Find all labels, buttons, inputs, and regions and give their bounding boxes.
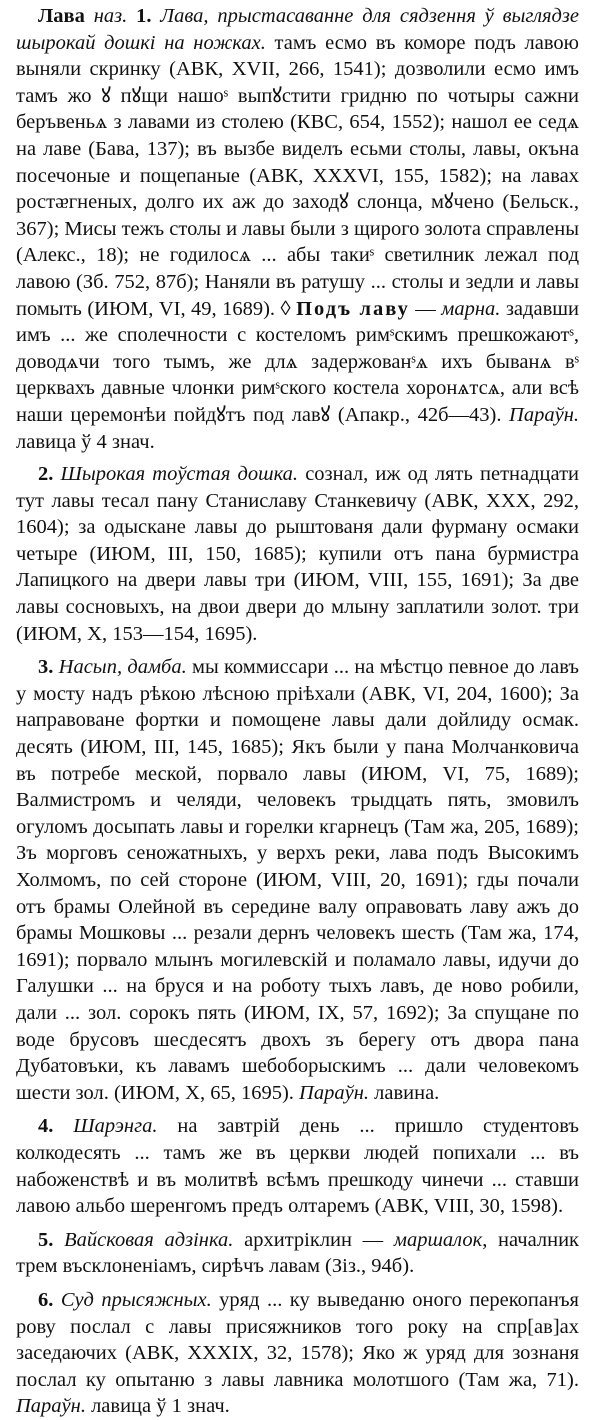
sense-definition: Вайсковая адзінка.	[64, 1228, 234, 1251]
citations: задавши имъ ... же сполечности с костеломъ римˢскимъ прешкожаютˢ, доводѧчи того тымъ, же длѧ задержованˢѧ ихъ быванѧ вˢ церквахъ давные члонки римˢского костела хоронѧтсѧ, али всѣ наши церемонѣи пойдꙋтъ под лавꙋ (Апакр., 42б—43).	[16, 297, 579, 426]
cross-reference-target: лавица ў 4 знач.	[16, 430, 155, 453]
dictionary-entry-lava	[16, 3, 579, 1420]
sense-definition: Лава, прыстасаванне для сядзення ў выглядзе шырокай дошкі на ножках.	[16, 5, 580, 54]
gloss-word: маршалок	[393, 1228, 483, 1251]
cross-reference-label: Параўн.	[509, 403, 579, 426]
citations: сознал, иж од лять петнадцати тут лавы тесал пану Станиславу Станкевичу (АВК, XXX, 292, 1604); за одыскане лавы до рыштованя дали фурману осмаки четыре (ИЮМ, III, 150, 1685); купили отъ пана бурмистра Лапицкого на двери лавы три (ИЮМ, VIII, 155, 1691); За две лавы сосновыхъ, на двои двери до млыну заплатили золот. три (ИЮМ, X, 153—154, 1695).	[16, 463, 579, 645]
idiom-phrase: Подъ лаву	[296, 297, 410, 320]
cross-reference-target: лавица ў 1 знач.	[85, 1395, 230, 1418]
sense-definition: Насып, дамба.	[58, 656, 187, 679]
idiom-definition: марна.	[441, 297, 501, 320]
citations: тамъ есмо въ коморе подъ лавою выняли скринку (АВК, XVII, 266, 1541); дозволили есмо имъ тамъ жо ꙋ пꙋщи нашоˢ выпꙋстити гридню по чотыры сажни беръвеньѧ з лавами из столею (КВС, 654, 1552); нашол ее седѧ на лаве (Бава, 137); въ вызбе виделъ есьми столы, лавы, окъна посечоные и пощепаные (АВК, XXXVI, 155, 1582); на лавах ростᴂгненых, долго их аж до заходꙋ слонца, мꙋчено (Бельск., 367); Мисы тежъ столы и лавы были з щирого золота справлены (Алекс., 18); не годилосѧ ... абы такиˢ светилник лежал под лавою (Зб. 752, 87б); Наняли въ ратушу ... столы и зедли и лавы помыть (ИЮМ, VI, 49, 1689). ◊	[16, 31, 579, 320]
sense-definition: Шырокая тоўстая дошка.	[60, 463, 299, 486]
citations: на завтрій день ... пришло студентовъ колкодесять ... тамъ же въ церкви людей попихали ... въ набоженствѣ и въ молитвѣ всѣмъ прешкоду чинечи ... ставши лавою альбо шеренгомъ предъ олтаремъ (АВК, VIII, 30, 1598).	[16, 1115, 579, 1218]
idiom-dash: —	[409, 297, 442, 320]
sense-number: 1.	[136, 5, 152, 27]
cross-reference-target: лавина.	[369, 1081, 440, 1104]
sense-3	[16, 654, 579, 1106]
citations: , началник трем въсклоненіамъ, сирѣчъ лавам (Зіз., 94б).	[16, 1228, 580, 1278]
headword: Лава	[38, 5, 85, 27]
citations: мы коммиссари ... на мѣстцо певное до лавъ у мосту надъ рѣкою лѣсною пріѣхали (АВК, VI, 204, 1600); За направоване фортки и помощене лавы дали дойлиду осмак. десять (ИЮМ, III, 145, 1685); Якъ были у пана Молчанковича въ потребе меской, порвало лавы (ИЮМ, VI, 75, 1689); Валмистромъ и челяди, человекъ трыдцать пять, змовилъ огуломъ досыпать лавы и горелки кгарнецъ (Там жа, 205, 1689); Зъ морговъ сеножатныхъ, у верхъ реки, лава подъ Высокимъ Холмомъ, по сей стороне (ИЮМ, VIII, 20, 1691); гды почали отъ брамы Олейной въ середине валу оправовать лаву ажъ до брамы Мошковы ... резали дернъ человекъ шесть (Там жа, 174, 1691); порвало млынъ могилевскій и поламало лавы, идучи до Галушки ... на бруся и на роботу тыхъ лавъ, де ново робили, дали ... зол. сорокъ пять (ИЮМ, IX, 57, 1692); За спущане по воде брусовъ шесдесятъ двохъ зъ берегу отъ двора пана Дубатовъки, къ лавамъ шебоборыскимъ ... дали человекомъ шести зол. (ИЮМ, X, 65, 1695).	[16, 656, 580, 1104]
sense-number: 4.	[38, 1115, 54, 1138]
sense-definition: Шарэнга.	[73, 1115, 158, 1138]
sense-4	[16, 1113, 579, 1219]
sense-2	[16, 461, 579, 647]
sense-number: 5.	[38, 1228, 54, 1251]
cross-reference-label: Параўн.	[16, 1395, 86, 1418]
sense-1	[16, 3, 579, 455]
sense-definition: Суд прысяжных.	[60, 1288, 212, 1311]
part-of-speech-abbr: наз.	[93, 5, 128, 27]
sense-number: 6.	[38, 1288, 54, 1311]
sense-6	[16, 1287, 579, 1420]
citations: архитріклин —	[233, 1228, 394, 1251]
citations: уряд ... ку выведаню оного перекопанъя рову послал с лавы присяжников того року на спр[ав]ах заседаючих (АВК, XXXIX, 32, 1578); Яко ж уряд для зознаня послал ку опытаню з лавы лавника молотшого (Там жа, 71).	[16, 1288, 579, 1391]
cross-reference-label: Параўн.	[299, 1081, 369, 1104]
sense-number: 3.	[38, 656, 54, 679]
sense-5	[16, 1227, 579, 1280]
sense-number: 2.	[38, 463, 54, 486]
